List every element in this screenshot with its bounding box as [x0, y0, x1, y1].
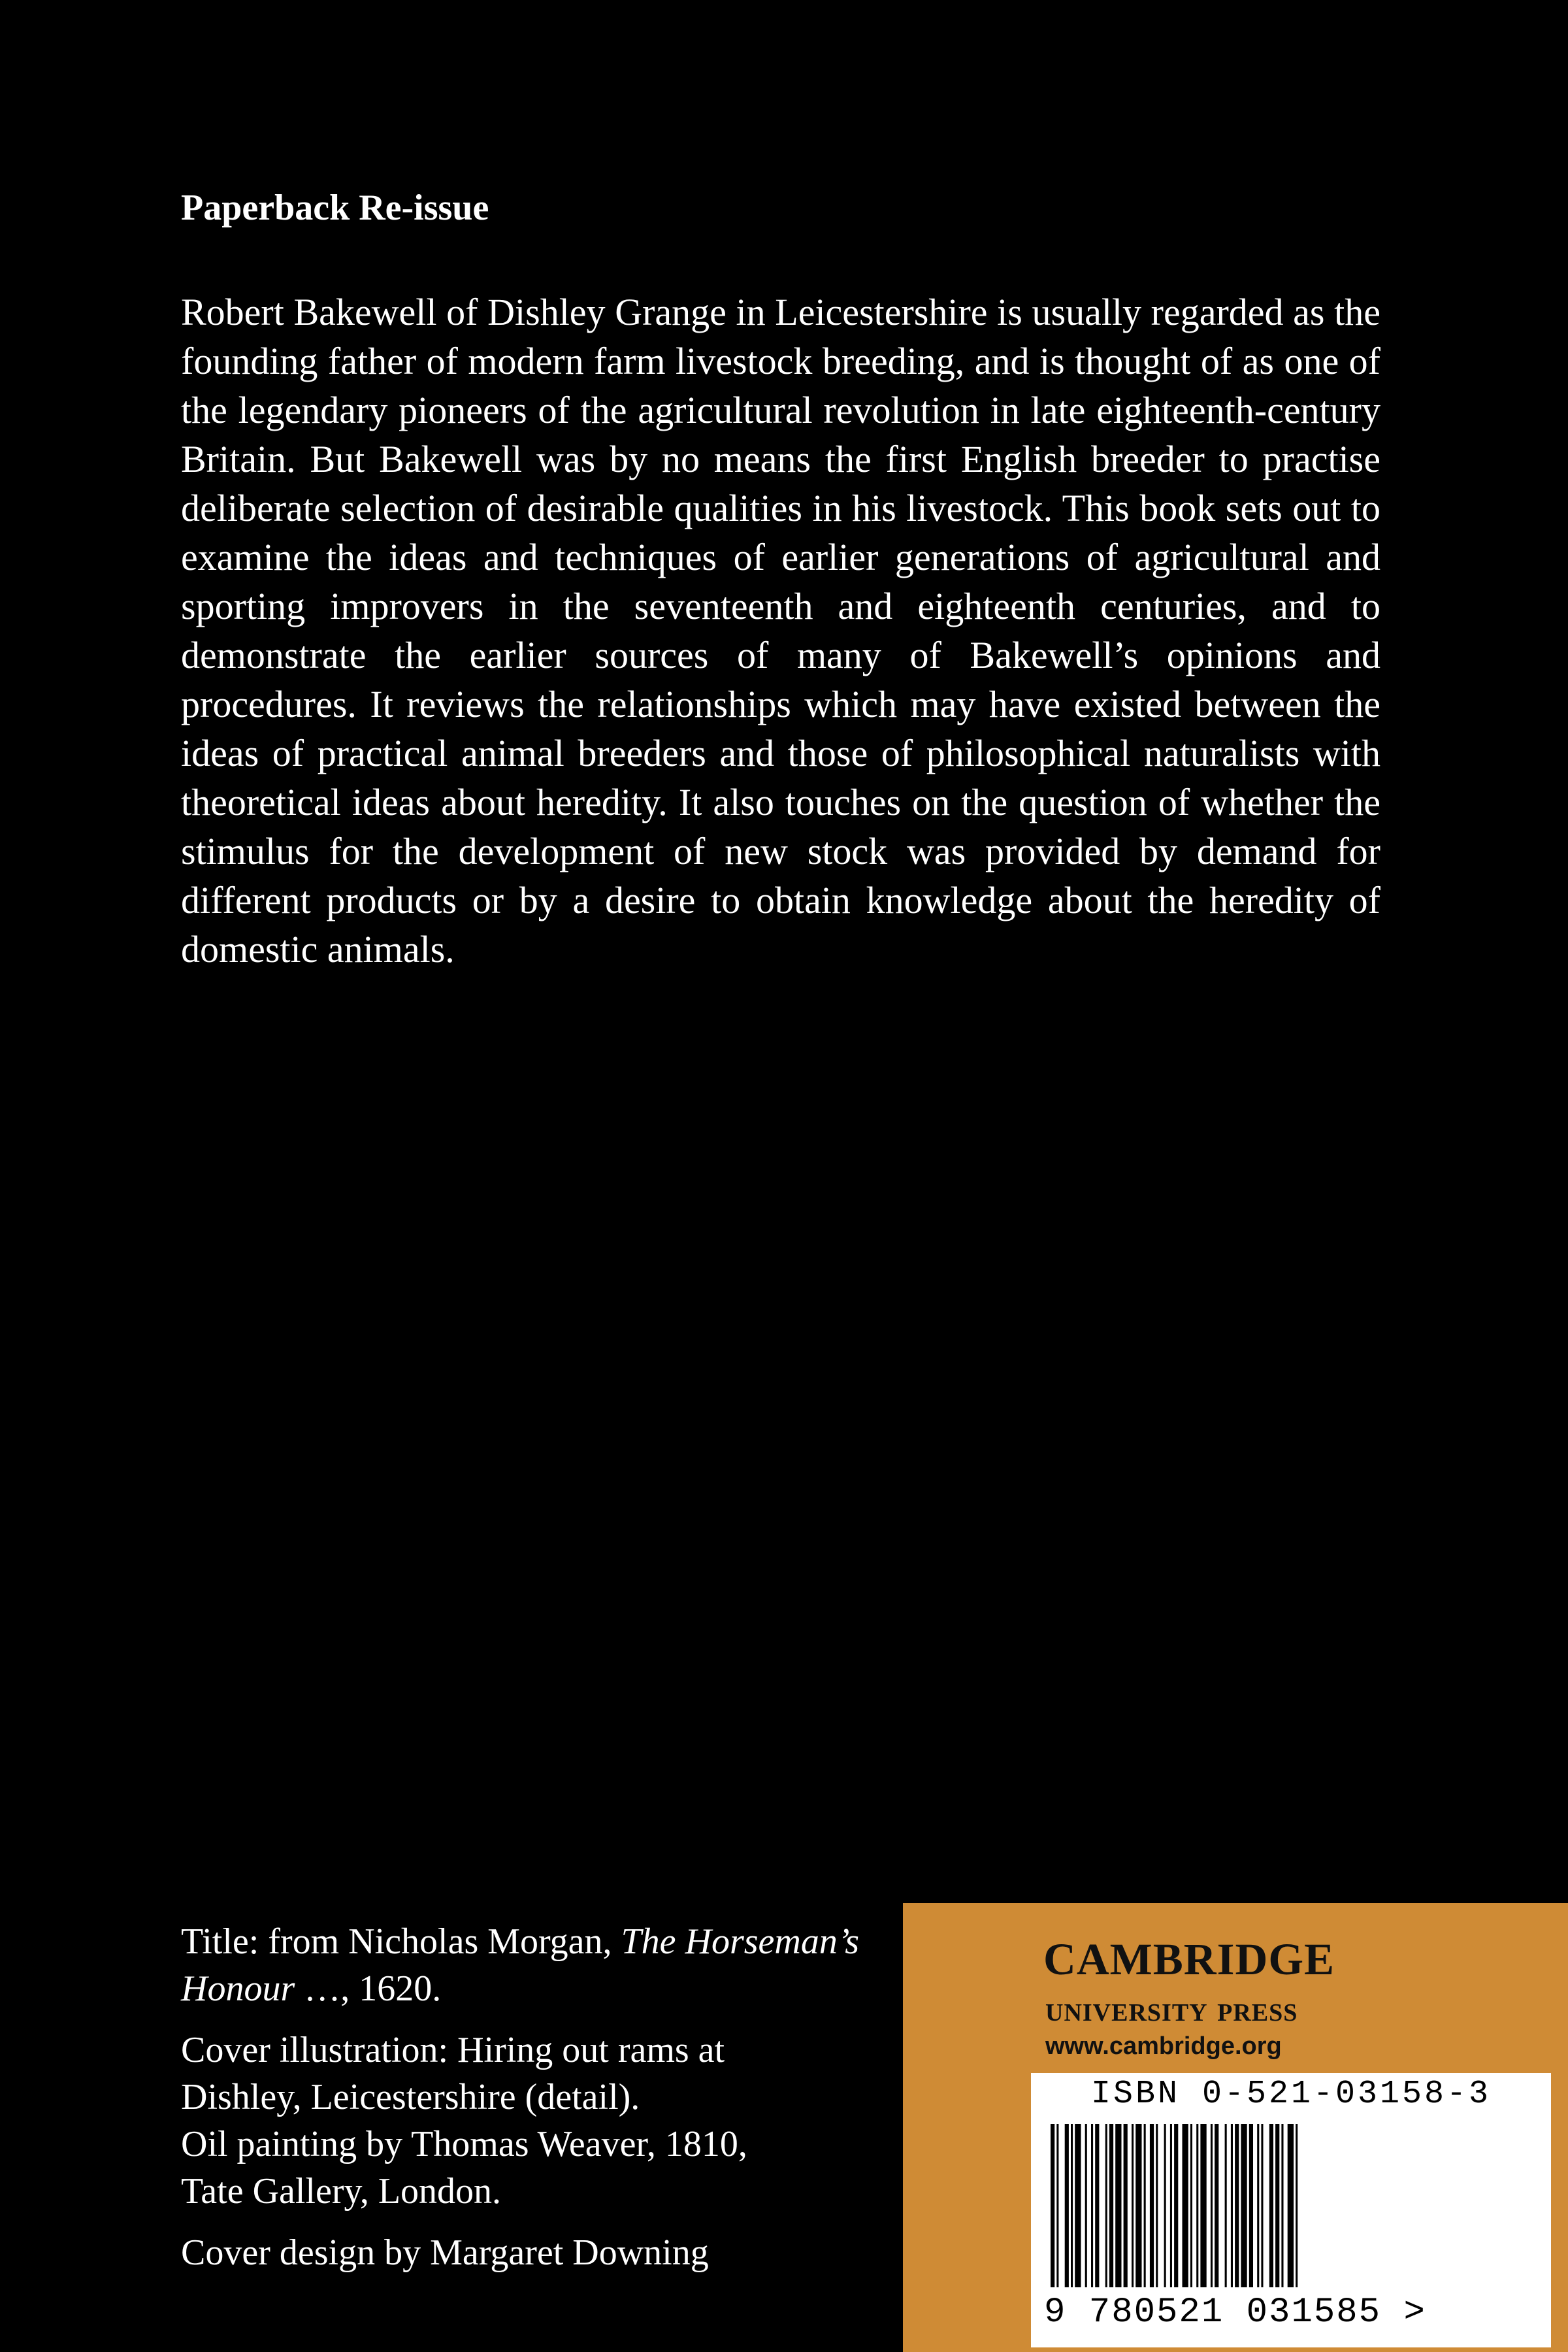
barcode-bar [1071, 2124, 1073, 2287]
barcode-bar [1288, 2124, 1294, 2287]
barcode-bar [1170, 2124, 1172, 2287]
barcode-bar [1065, 2124, 1069, 2287]
barcode-bar [1156, 2124, 1158, 2287]
barcode-bar [1135, 2124, 1141, 2287]
publisher-logo [1043, 1918, 1335, 1989]
title-credit-prefix: Title: from Nicholas Morgan, [181, 1921, 621, 1962]
barcode-bar [1164, 2124, 1166, 2287]
barcode-bar [1275, 2124, 1279, 2287]
isbn-number: ISBN 0-521-03158-3 [1090, 2076, 1492, 2113]
barcode-bar [1109, 2124, 1113, 2287]
barcode-bar [1124, 2124, 1128, 2287]
barcode-bar [1174, 2124, 1178, 2287]
illustration-credit-line: Oil painting by Thomas Weaver, 1810, [181, 2124, 747, 2164]
barcode-bar [1075, 2124, 1081, 2287]
barcode-bar [1196, 2124, 1198, 2287]
barcode-bar [1183, 2124, 1188, 2287]
title-credit-work: The Horseman’s Honour [181, 1921, 860, 2009]
barcode-bar [1249, 2124, 1253, 2287]
barcode-bar [1144, 2124, 1146, 2287]
barcode-bar [1231, 2124, 1233, 2287]
barcode-bar [1215, 2124, 1218, 2287]
barcode-bar [1269, 2124, 1273, 2287]
barcode-bar [1132, 2124, 1134, 2287]
title-credit [181, 1918, 867, 2012]
illustration-credit [181, 2027, 867, 2215]
barcode-digits: 9 780521 031585 > [1044, 2293, 1426, 2332]
design-credit: Cover design by Margaret Downing [181, 2232, 709, 2273]
title-credit-suffix: …, 1620. [295, 1968, 442, 2009]
barcode-label [1031, 2073, 1551, 2347]
barcode-bar [1261, 2124, 1263, 2287]
barcode-bar [1095, 2124, 1099, 2287]
barcode-bar [1235, 2124, 1239, 2287]
barcode-bar [1241, 2124, 1247, 2287]
barcode-bar [1281, 2124, 1283, 2287]
illustration-credit-line: Dishley, Leicestershire (detail). [181, 2077, 640, 2117]
barcode-bar [1257, 2124, 1259, 2287]
barcode-bar [1056, 2124, 1058, 2287]
heading: Paperback Re-issue [181, 188, 489, 228]
barcode-bar [1211, 2124, 1213, 2287]
barcode-bar [1105, 2124, 1107, 2287]
publisher-website: www.cambridge.org [1045, 2032, 1282, 2060]
barcode-bar [1150, 2124, 1154, 2287]
barcode-bar [1225, 2124, 1227, 2287]
barcode-bar [1190, 2124, 1192, 2287]
illustration-credit-line: Cover illustration: Hiring out rams at [181, 2030, 725, 2070]
barcode-bar [1091, 2124, 1093, 2287]
barcode-bar [1296, 2124, 1298, 2287]
description-paragraph: Robert Bakewell of Dishley Grange in Leicestershire is usually regarded as the founding father of modern farm livestock breeding, and is thought of as one of the legendary pioneers of the agricultural revolution in late eighteenth-century Britain. But Bakewell was by no means the first English breeder to practise deliberate selection of desirable qualities in his livestock. This book sets out to examine the ideas and techniques of earlier generations of agricultural and sporting improvers in the seventeenth and eighteenth centuries, and to demonstrate the earlier sources of many of Bakewell’s opinions and procedures. It reviews the relationships which may have existed between the ideas of practical animal breeders and those of philosophical naturalists with theoretical ideas about heredity. It also touches on the question of whether the stimulus for the development of new stock was provided by demand for different products or by a desire to obtain knowledge about the heredity of domestic animals. [181, 291, 1380, 970]
illustration-credit-line: Tate Gallery, London. [181, 2171, 502, 2211]
publisher-logo-subtitle: university press [1045, 1989, 1298, 2029]
barcode-image [1051, 2124, 1501, 2287]
cover-credits [181, 1918, 867, 2291]
publisher-panel [903, 1903, 1568, 2352]
barcode-bar [1051, 2124, 1054, 2287]
barcode-bar [1200, 2124, 1206, 2287]
barcode-bar [1085, 2124, 1087, 2287]
barcode-bar [1115, 2124, 1121, 2287]
publisher-logo-name: cambridge [1043, 1918, 1335, 1989]
